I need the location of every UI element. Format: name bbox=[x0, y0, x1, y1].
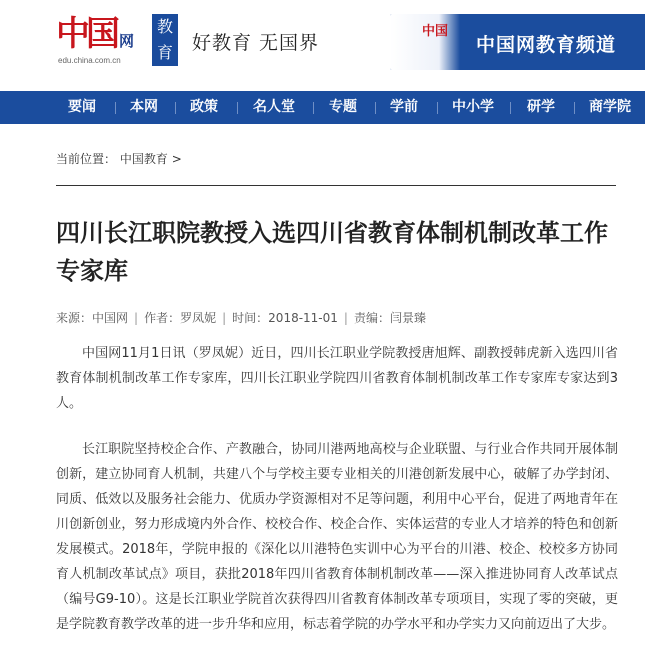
nav-separator bbox=[175, 102, 176, 114]
site-slogan: 好教育 无国界 bbox=[192, 32, 320, 54]
nav-separator bbox=[115, 102, 116, 114]
meta-separator: | bbox=[343, 311, 348, 325]
nav-item-k12[interactable]: 中小学 bbox=[452, 99, 494, 115]
logo-net-text: 网 bbox=[119, 32, 135, 50]
nav-item-business-school[interactable]: 商学院 bbox=[589, 99, 631, 115]
logo-main-text: 中国 bbox=[56, 14, 116, 54]
author-value: 罗凤妮 bbox=[180, 311, 217, 325]
edu-label-bottom: 育 bbox=[156, 43, 173, 62]
banner-logo: 中国 bbox=[422, 24, 449, 39]
nav-separator bbox=[375, 102, 376, 114]
nav-item-hall-of-fame[interactable]: 名人堂 bbox=[253, 99, 295, 115]
article-body bbox=[56, 341, 618, 658]
author-label: 作者： bbox=[144, 311, 181, 325]
site-header bbox=[0, 0, 645, 90]
meta-separator: | bbox=[134, 311, 139, 325]
education-channel-banner[interactable] bbox=[390, 14, 645, 70]
time-value: 2018-11-01 bbox=[268, 311, 338, 325]
nav-item-this-site[interactable]: 本网 bbox=[130, 99, 158, 115]
article-paragraph-2: 长江职院坚持校企合作、产教融合，协同川港两地高校与企业联盟、与行业合作共同开展体制创新，建立协同育人机制，共建八个与学校主要专业相关的川港创新发展中心，破解了办学封闭、同质、低效以及服务社会能力、优质办学资源相对不足等问题，利用中心平台，促进了两地青年在川创新创业，努力形成境内外合作、校校合作、校企合作、实体运营的专业人才培养的特色和创新发展模式。2018年，学院申报的《深化以川港特色实训中心为平台的川港、校企、校校多方协同育人机制改革试点》项目，获批2018年四川省教育体制机制改革——深入推进协同育人改革试点（编号G9-10）。这是长江职业学院首次获得四川省教育体制改革专项项目，实现了零的突破，更是学院教育教学改革的进一步升华和应用，标志着学院的办学水平和办学实力又向前迈出了大步。 bbox=[56, 442, 618, 632]
article-meta bbox=[56, 309, 426, 326]
editor-value: 闫景臻 bbox=[389, 311, 426, 325]
nav-item-policy[interactable]: 政策 bbox=[190, 99, 218, 115]
breadcrumb-prefix: 当前位置： bbox=[56, 152, 117, 166]
breadcrumb-arrow: > bbox=[171, 152, 182, 166]
nav-separator bbox=[237, 102, 238, 114]
breadcrumb-divider bbox=[56, 185, 616, 186]
source-value: 中国网 bbox=[92, 311, 129, 325]
breadcrumb bbox=[56, 150, 182, 167]
nav-separator bbox=[510, 102, 511, 114]
nav-item-preschool[interactable]: 学前 bbox=[390, 99, 418, 115]
nav-separator bbox=[313, 102, 314, 114]
china-com-logo[interactable] bbox=[56, 14, 148, 68]
nav-item-study-tour[interactable]: 研学 bbox=[527, 99, 555, 115]
banner-title: 中国网教育频道 bbox=[476, 34, 617, 56]
article-title: 四川长江职院教授入选四川省教育体制机制改革工作专家库 bbox=[56, 219, 608, 285]
nav-item-topics[interactable]: 专题 bbox=[329, 99, 357, 115]
main-nav bbox=[0, 91, 645, 124]
edu-label-top: 教 bbox=[156, 17, 173, 36]
nav-separator bbox=[574, 102, 575, 114]
breadcrumb-link-china-education[interactable]: 中国教育 bbox=[119, 152, 168, 166]
education-channel-badge[interactable] bbox=[152, 14, 178, 66]
nav-item-news[interactable]: 要闻 bbox=[68, 99, 96, 115]
time-label: 时间： bbox=[232, 311, 269, 325]
editor-label: 责编： bbox=[353, 311, 390, 325]
nav-separator bbox=[437, 102, 438, 114]
source-label: 来源： bbox=[56, 311, 93, 325]
logo-url-text: edu.china.com.cn bbox=[58, 56, 121, 65]
article-paragraph-1: 中国网11月1日讯（罗凤妮）近日，四川长江职业学院教授唐旭辉、副教授韩虎新入选四川省教育体制机制改革工作专家库，四川长江职业学院四川省教育体制机制改革工作专家库专家达到3人。 bbox=[56, 346, 618, 411]
meta-separator: | bbox=[222, 311, 227, 325]
